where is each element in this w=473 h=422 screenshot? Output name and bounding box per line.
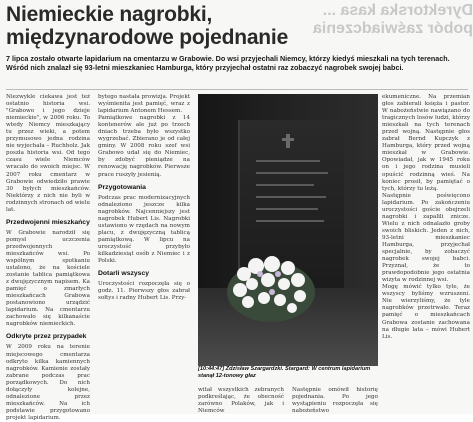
- article-column-1: [6, 94, 90, 421]
- article-column-2: [98, 94, 190, 412]
- subheading: Odkryte przez przypadek: [6, 333, 87, 341]
- flower-wreath-icon: [222, 234, 320, 330]
- paragraph: Mogę mówić tylko tyle, że wszyscy byliśmy wzruszeni. Nie wierzyliśmy, że tyle nagrobków przetrwało. Teraz pamięć o mieszkańcach Grabowa zostanie zachowana na długie lata – mówi Hubert Lis.: [382, 284, 470, 340]
- paragraph: Następnie poświęcono lapidarium. Po zakończeniu uroczystości goście obejrzeli nagrobki i zapalili znicze. Wielu z nich odnalazło groby swoich bliskich. Jeden z nich, 93-letni mieszkaniec Hamburga, przyjechał specjalnie, by zobaczyć nagrobek swojej babci. Przyznał, że to prawdopodobnie jego ostatnia wizyta w rodzinnej wsi.: [382, 192, 470, 284]
- article-column-3-bottom: [198, 387, 378, 413]
- memorial-photo: [198, 94, 378, 366]
- headline-line-1: Niemieckie nagrobki,: [6, 3, 213, 26]
- photo-caption: [10:44:47] Zdzisław Szargardzki. Stargard: W centrum lapidarium stanął 12-tonowy głaz: [198, 366, 371, 379]
- paragraph: W 2009 roku na terenie miejscowego cmentarza odkryto kilka kamiennych nagrobków. Kamienie zostały zabrane podczas prac porządkowych. Do nich dołączyły kolejne, odnalezione przez mieszkańców. Na ich podstawie przygotowano projekt lapidarium.: [6, 344, 90, 421]
- lead-divider: [6, 89, 468, 90]
- paragraph: Uroczystości rozpoczęła się o godz. 11. Pierwszy głos zabrał sołtys i radny Hubert Lis. Przy-: [98, 281, 190, 302]
- paragraph: Następnie omówił historię pojednania. Po jego wystąpieniu rozpoczęła się nabożeństwo: [292, 387, 378, 415]
- paragraph: Pamiątkowe nagrobki z 14 kontenerów ale już po trzech dniach trzeba było wszystko wygrzebać. Zbierano je od całej gminy. W 2008 roku szef wsi Grabowo udał się do Niemiec, by zdobyć pieniądze na renowację nagrobków. Pierwsze prace ruszyły jesienią.: [98, 115, 190, 178]
- paragraph: Podczas prac modernizacyjnych odnaleziono jeszcze kilka nagrobków. Najcenniejszy jest nagrobek Hubert Lis. Nagrobki ustawiono w rzędach na nowym placu, z dwujęzyczną tablicą pamiątkową. W lipcu na uroczystość przybyło kilkadziesiąt osób z Niemiec i z Polski.: [98, 194, 190, 264]
- paragraph: Niezwykle ciekawa jest też ostatnio historia wsi. "Grabowo i jego dzieje niemieckie", w 2006 roku. To wtedy Niemcy mieszkający tu przez wieki, a potem przymusowo jedna rodzina nie wyjechała – Ruchholz. Jak poszła historia wsi. Od tego czasu wiele Niemców wracało do swoich miejsc. W 2007 roku cmentarz w Grabowie odwiedziło prawie 30 byłych mieszkańców. Niektórzy z nich nie byli w rodzinnych stronach od wielu lat.: [6, 94, 90, 213]
- article-lead: 7 lipca zostało otwarte lapidarium na cmentarzu w Grabowie. Do wsi przyjechali Niemcy, którzy kiedyś mieszkali na tych terenach. Wśród nich znalazł się 93-letni mieszkaniec Hamburga, który przyjechał ostatni raz zobaczyć nagrobek swojej babci.: [6, 54, 450, 72]
- paragraph: ekumeniczne. Na przemian głos zabierali księża i pastor. W nabożeństwie nawiązano do tragicznych losów ludzi, którzy mieszkali na tych terenach przed wojną. Następnie głos zabrał Bernd Kupczyk z Hamburga, który przed wojną mieszkał w Grabowie. Opowiadał, jak w 1945 roku on i jego rodzina musieli opuścić rodzinną wieś. Na koniec prosił, by pamiętać o tych, którzy tu leżą.: [382, 94, 470, 192]
- paragraph: W Grabowie narodził się pomysł uczczenia przedwojennych mieszkańców wsi. Po wspólnym spotkaniu ustalono, że na kościele zostanie tablica pamiątkowa z dwujęzycznym napisem. Ka pamięć o zmarłych mieszkańcach Grabowa postanowiono urządzić lapidarium. Na cmentarzu zachowało się kilkanaście nagrobków niemieckich.: [6, 229, 90, 328]
- paragraph: witał wszystkich zebranych podkreślając, że obecność zarówno Polaków, jak i Niemców: [198, 387, 284, 415]
- paragraph: bytego nastała prowizja. Projekt wyśmienita jest pamięć, wraz z lapidarium Antonem Hessem.: [98, 94, 190, 115]
- headline-line-2: międzynarodowe pojednanie: [6, 26, 289, 49]
- article-column-4: [382, 94, 470, 412]
- bleed-through-text: Dyrektorska kasa ... pobór zaświadczenia: [312, 2, 473, 37]
- subheading: Przedwojenni mieszkańcy: [6, 218, 90, 226]
- subheading: Przygotowania: [98, 183, 146, 191]
- subheading: Dotarli wszyscy: [98, 270, 149, 278]
- article-headline: [6, 3, 326, 49]
- cross-icon: [286, 134, 290, 148]
